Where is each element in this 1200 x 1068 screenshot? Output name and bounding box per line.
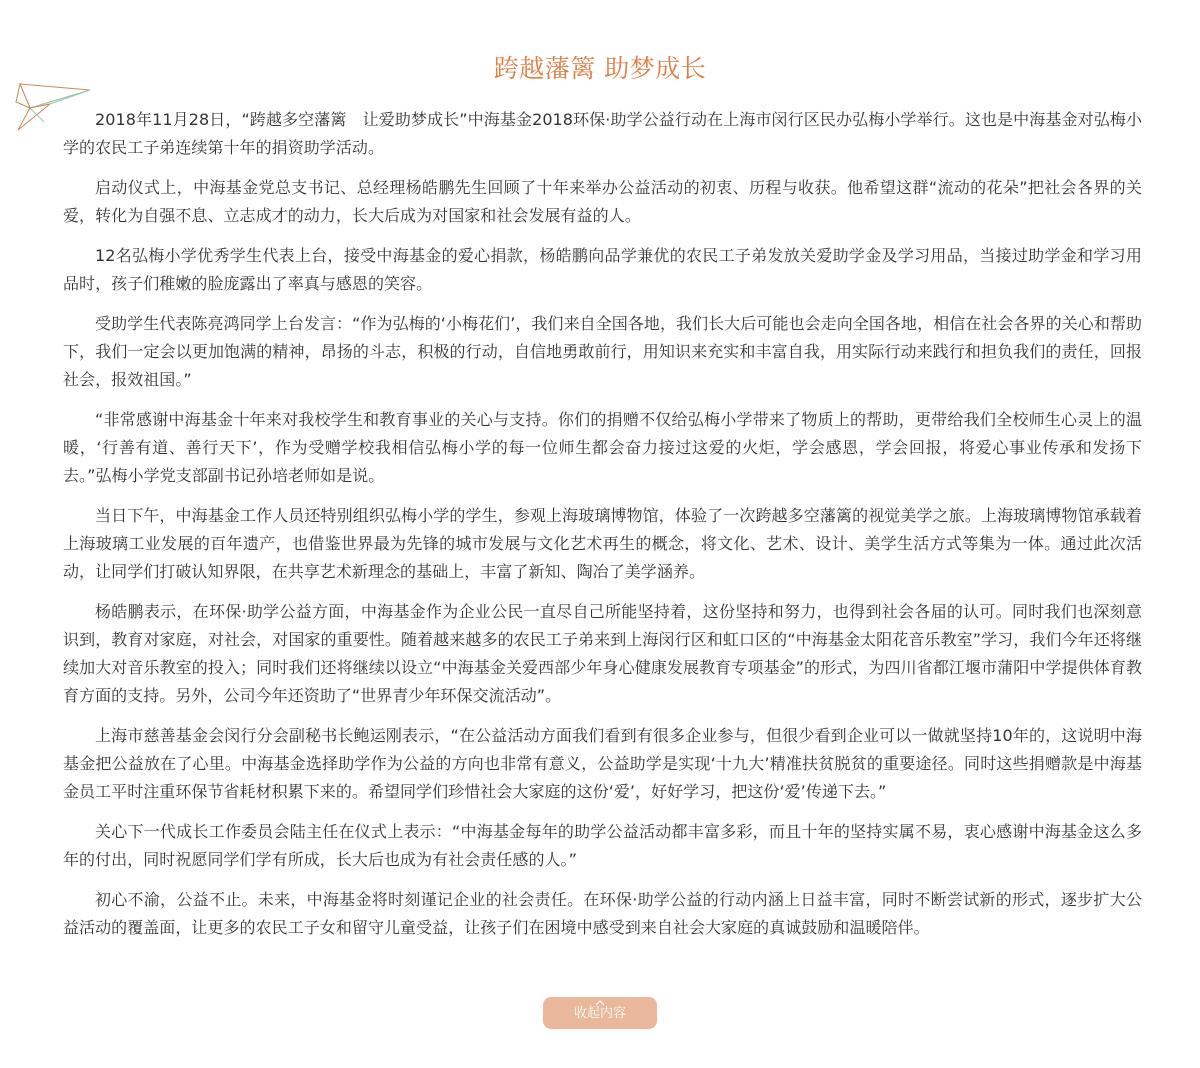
collapse-content-label: 收起内容 [573,1006,626,1021]
paragraph-1: 2018年11月28日，“跨越多空藩篱 让爱助梦成长”中海基金2018环保·助学公益行动在上海市闵行区民办弘梅小学举行。这也是中海基金对弘梅小学的农民工子弟连续第十年的捐资助学活动。 [63,110,1142,157]
paragraph-2: 启动仪式上，中海基金党总支书记、总经理杨皓鹏先生回顾了十年来举办公益活动的初衷、历程与收获。他希望这群“流动的花朵”把社会各界的关爱，转化为自强不息、立志成才的动力，长大后成为对国家和社会发展有益的人。 [63,178,1142,225]
paragraph-9: 关心下一代成长工作委员会陆主任在仪式上表示：“中海基金每年的助学公益活动都丰富多彩，而且十年的坚持实属不易，衷心感谢中海基金这么多年的付出，同时祝愿同学们学有所成，长大后也成为有社会责任感的人。” [63,822,1142,869]
paragraph-7: 杨皓鹏表示，在环保·助学公益方面，中海基金作为企业公民一直尽自己所能坚持着，这份坚持和努力，也得到社会各届的认可。同时我们也深刻意识到，教育对家庭，对社会，对国家的重要性。随着越来越多的农民工子弟来到上海闵行区和虹口区的“中海基金太阳花音乐教室”学习，我们今年还将继续加大对音乐教室的投入；同时我们还将继续以设立“中海基金关爱西部少年身心健康发展教育专项基金”的形式，为四川省都江堰市蒲阳中学提供体育教育方面的支持。另外，公司今年还资助了“世界青少年环保交流活动”。 [63,602,1142,705]
article-body [63,106,1142,954]
paragraph-5: “非常感谢中海基金十年来对我校学生和教育事业的关心与支持。你们的捐赠不仅给弘梅小学带来了物质上的帮助，更带给我们全校师生心灵上的温暖，‘行善有道、善行天下’，作为受赠学校我相信弘梅小学的每一位师生都会奋力接过这爱的火炬，学会感恩，学会回报，将爱心事业传承和发扬下去。”弘梅小学党支部副书记孙培老师如是说。 [63,410,1142,485]
article-title: 跨越藩篱 助梦成长 [493,54,707,83]
paragraph-3: 12名弘梅小学优秀学生代表上台，接受中海基金的爱心捐款，杨皓鹏向品学兼优的农民工子弟发放关爱助学金及学习用品，当接过助学金和学习用品时，孩子们稚嫩的脸庞露出了率真与感恩的笑容。 [63,246,1142,293]
collapse-content-button[interactable] [543,997,657,1029]
paragraph-8: 上海市慈善基金会闵行分会副秘书长鲍运刚表示，“在公益活动方面我们看到有很多企业参与，但很少看到企业可以一做就坚持10年的，这说明中海基金把公益放在了心里。中海基金选择助学作为公益的方向也非常有意义，公益助学是实现‘十九大’精准扶贫脱贫的重要途径。同时这些捐赠款是中海基金员工平时注重环保节省耗材积累下来的。希望同学们珍惜社会大家庭的这份‘爱’，好好学习，把这份‘爱’传递下去。” [63,726,1142,801]
paragraph-6: 当日下午，中海基金工作人员还特别组织弘梅小学的学生，参观上海玻璃博物馆，体验了一次跨越多空藩篱的视觉美学之旅。上海玻璃博物馆承载着上海玻璃工业发展的百年遗产，也借鉴世界最为先锋的城市发展与文化艺术再生的概念，将文化、艺术、设计、美学生活方式等集为一体。通过此次活动，让同学们打破认知界限，在共享艺术新理念的基础上，丰富了新知、陶冶了美学涵养。 [63,506,1142,581]
paragraph-4: 受助学生代表陈亮鸿同学上台发言：“作为弘梅的‘小梅花们’，我们来自全国各地，我们长大后可能也会走向全国各地，相信在社会各界的关心和帮助下，我们一定会以更加饱满的精神，昂扬的斗志，积极的行动，自信地勇敢前行，用知识来充实和丰富自我，用实际行动来践行和担负我们的责任，回报社会，报效祖国。” [63,314,1142,389]
paragraph-10: 初心不渝，公益不止。未来，中海基金将时刻谨记企业的社会责任。在环保·助学公益的行动内涵上日益丰富，同时不断尝试新的形式，逐步扩大公益活动的覆盖面，让更多的农民工子女和留守儿童受益，让孩子们在困境中感受到来自社会大家庭的真诚鼓励和温暖陪伴。 [63,890,1142,937]
